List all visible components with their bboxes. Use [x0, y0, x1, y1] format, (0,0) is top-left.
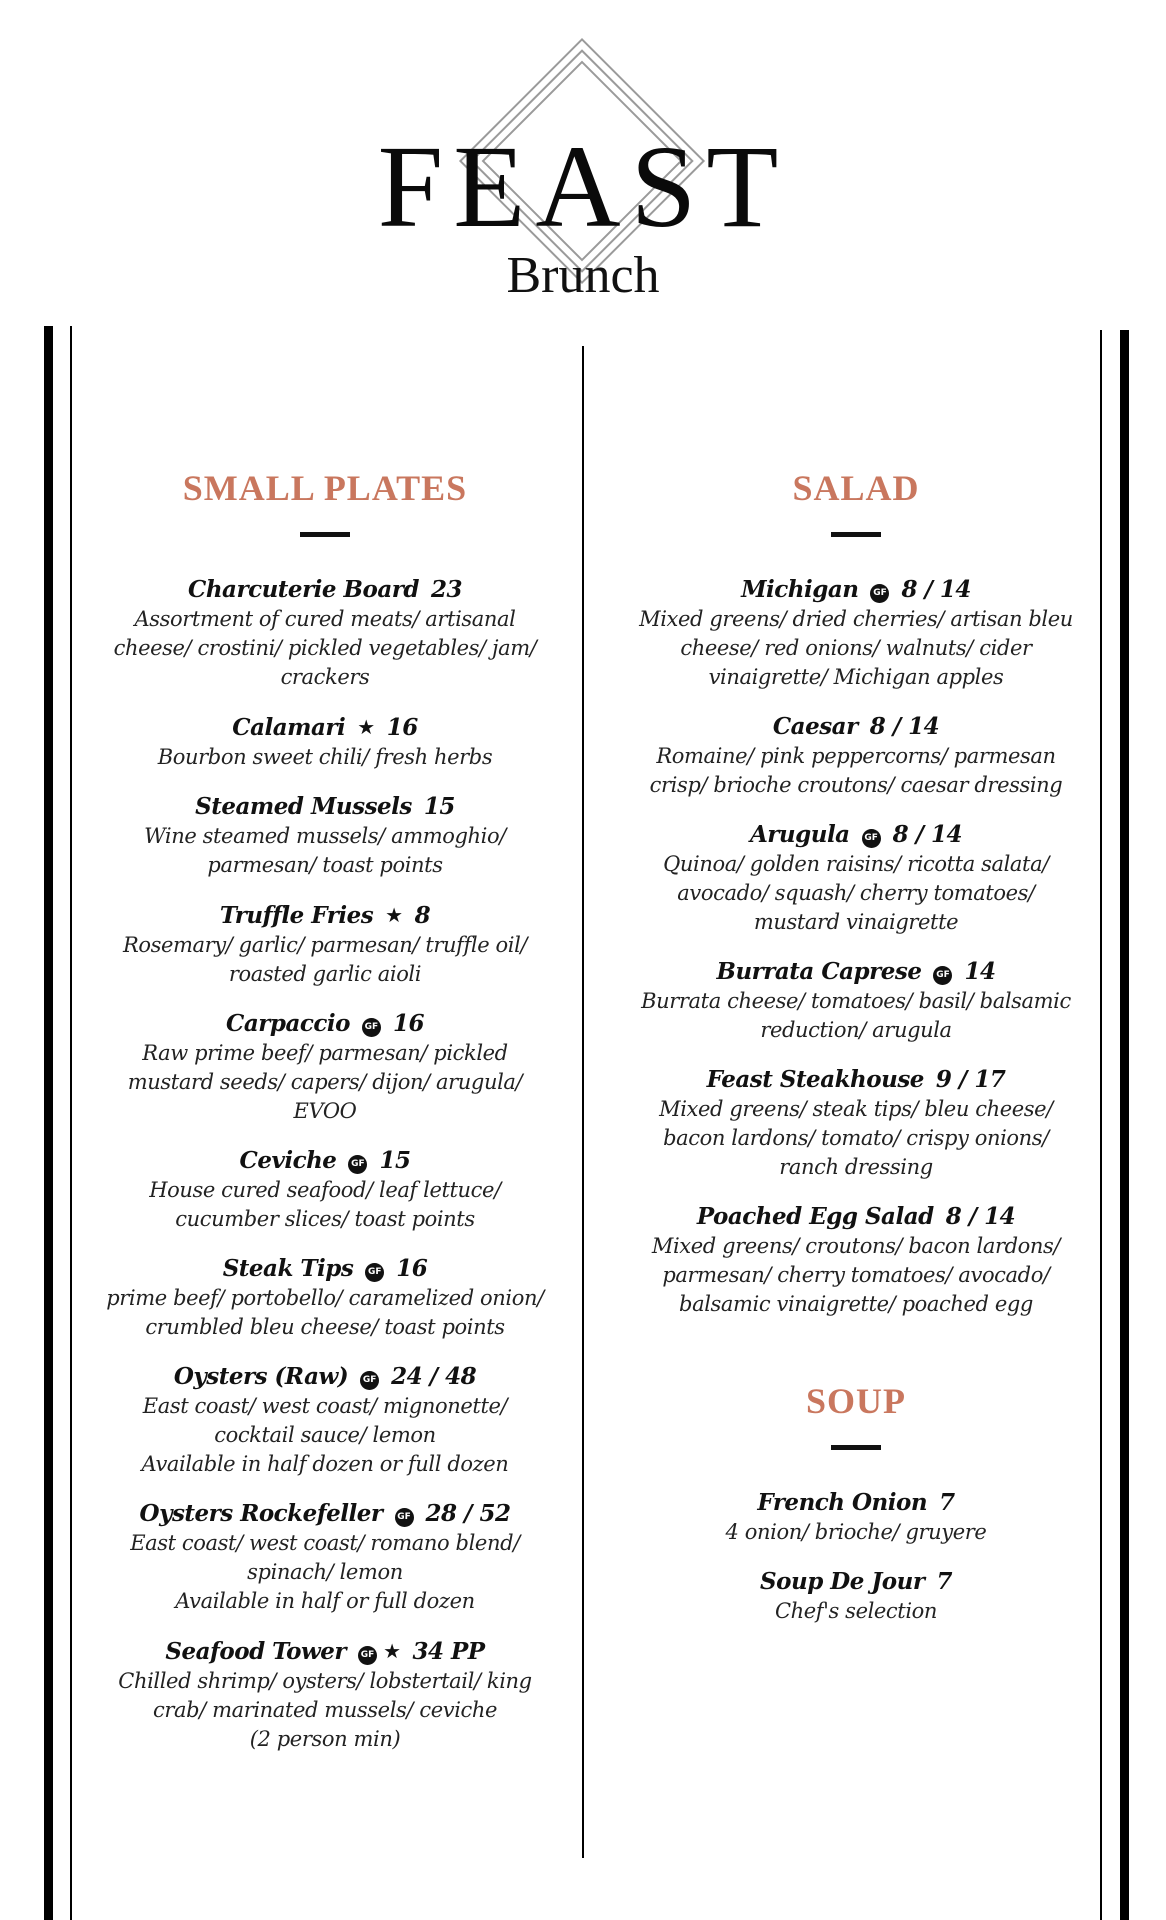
right-border-thick [1120, 330, 1129, 1920]
item-header [104, 900, 546, 931]
item-price: 23 [430, 576, 462, 603]
item-note: Available in half dozen or full dozen [141, 1452, 509, 1476]
item-description: Romaine/ pink peppercorns/ parmesan crisp/ brioche croutons/ caesar dressing [649, 744, 1063, 797]
item-name: Carpaccio [226, 1010, 350, 1037]
gluten-free-icon: GF [395, 1508, 414, 1527]
right-border-thin [1100, 330, 1102, 1920]
menu-item-calamari [104, 712, 546, 772]
gluten-free-icon: GF [358, 1646, 377, 1665]
item-price: 16 [396, 1255, 428, 1282]
item-price: 8 [414, 902, 431, 929]
item-header [104, 1146, 546, 1176]
gluten-free-icon: GF [362, 1018, 381, 1037]
item-price: 16 [386, 714, 418, 741]
item-header [632, 1567, 1080, 1597]
item-description: Raw prime beef/ parmesan/ pickled mustard seeds/ capers/ dijon/ arugula/ EVOO [127, 1041, 523, 1123]
item-description: 4 onion/ brioche/ gruyere [725, 1520, 987, 1544]
menu-item-steak-tips [104, 1254, 546, 1342]
item-header [104, 1254, 546, 1284]
item-name: Seafood Tower [165, 1638, 347, 1665]
item-header [632, 957, 1080, 987]
item-description: Assortment of cured meats/ artisanal cheese/ crostini/ pickled vegetables/ jam/ crackers [113, 607, 537, 689]
item-price: 9 / 17 [935, 1066, 1006, 1093]
menu-item-burrata-caprese [632, 957, 1080, 1045]
item-name: Truffle Fries [219, 902, 374, 929]
item-header [104, 1499, 546, 1529]
item-price: 28 / 52 [425, 1500, 511, 1527]
item-price: 8 / 14 [945, 1203, 1016, 1230]
menu-item-seafood-tower [104, 1636, 546, 1754]
item-name: French Onion [757, 1489, 928, 1516]
item-name: Oysters (Raw) [173, 1363, 349, 1390]
item-note: Available in half or full dozen [175, 1589, 475, 1613]
star-icon: ★ [383, 1639, 401, 1663]
menu-item-ceviche [104, 1146, 546, 1234]
menu-subtitle: Brunch [506, 247, 660, 304]
item-description: Quinoa/ golden raisins/ ricotta salata/ avocado/ squash/ cherry tomatoes/ mustard vinaigrette [663, 852, 1049, 934]
salad-heading: SALAD [792, 468, 920, 508]
item-description: Wine steamed mussels/ ammoghio/ parmesan/ toast points [144, 824, 506, 877]
small-plates-heading: SMALL PLATES [182, 468, 468, 508]
item-description: Chilled shrimp/ oysters/ lobstertail/ king crab/ marinated mussels/ ceviche [118, 1669, 532, 1722]
item-description: House cured seafood/ leaf lettuce/ cucumber slices/ toast points [149, 1178, 501, 1231]
item-price: 16 [392, 1010, 424, 1037]
item-name: Poached Egg Salad [696, 1203, 934, 1230]
item-price: 8 / 14 [869, 713, 940, 740]
restaurant-name: FEAST [377, 121, 789, 252]
item-price: 7 [936, 1568, 952, 1595]
menu-item-charcuterie-board [104, 575, 546, 692]
item-description: prime beef/ portobello/ caramelized onion/ crumbled bleu cheese/ toast points [106, 1286, 544, 1339]
item-description: Chef's selection [774, 1599, 938, 1623]
item-name: Calamari [232, 714, 346, 741]
item-header [104, 575, 546, 605]
item-price: 14 [964, 958, 996, 985]
item-price: 8 / 14 [892, 821, 963, 848]
item-price: 8 / 14 [901, 576, 971, 603]
item-price: 24 / 48 [391, 1363, 477, 1390]
gluten-free-icon: GF [933, 966, 952, 985]
item-price: 34 PP [412, 1638, 485, 1665]
soup-heading: SOUP [805, 1381, 906, 1421]
small-plates-column [104, 468, 546, 1774]
left-border-thin [70, 326, 72, 1920]
item-name: Oysters Rockefeller [139, 1500, 383, 1527]
gluten-free-icon: GF [862, 829, 881, 848]
item-description: Mixed greens/ dried cherries/ artisan bleu cheese/ red onions/ walnuts/ cider vinaigrette/ Michigan apples [639, 607, 1073, 689]
item-description: Burrata cheese/ tomatoes/ basil/ balsamic reduction/ arugula [641, 989, 1071, 1042]
menu-item-caesar [632, 712, 1080, 800]
item-description: Rosemary/ garlic/ parmesan/ truffle oil/ roasted garlic aioli [122, 933, 528, 986]
gluten-free-icon: GF [360, 1371, 379, 1390]
gluten-free-icon: GF [348, 1155, 367, 1174]
item-name: Feast Steakhouse [706, 1066, 924, 1093]
menu-item-oysters-raw [104, 1362, 546, 1479]
menu-item-arugula [632, 820, 1080, 937]
item-header [632, 1202, 1080, 1232]
item-description: East coast/ west coast/ mignonette/ cocktail sauce/ lemon [142, 1394, 508, 1447]
gluten-free-icon: GF [365, 1263, 384, 1282]
item-header [632, 712, 1080, 742]
item-name: Steak Tips [222, 1255, 354, 1282]
menu-item-oysters-rockefeller [104, 1499, 546, 1616]
gluten-free-icon: GF [870, 584, 889, 603]
section-underline [831, 532, 881, 537]
item-header [104, 1362, 546, 1392]
item-name: Charcuterie Board [188, 576, 419, 603]
item-header [632, 1065, 1080, 1095]
item-name: Steamed Mussels [195, 793, 412, 820]
menu-item-french-onion [632, 1488, 1080, 1547]
item-name: Burrata Caprese [716, 958, 922, 985]
item-header [104, 1636, 546, 1667]
menu-item-carpaccio [104, 1009, 546, 1126]
item-note: (2 person min) [249, 1727, 401, 1751]
menu-item-feast-steakhouse [632, 1065, 1080, 1182]
menu-item-truffle-fries [104, 900, 546, 989]
item-header [104, 792, 546, 822]
section-underline [300, 532, 350, 537]
item-description: Bourbon sweet chili/ fresh herbs [157, 745, 493, 769]
soup-section [632, 1381, 1080, 1626]
column-divider [582, 346, 584, 1858]
item-header [632, 575, 1080, 605]
item-header [104, 712, 546, 743]
menu-item-michigan [632, 575, 1080, 692]
item-price: 7 [939, 1489, 955, 1516]
item-price: 15 [379, 1147, 411, 1174]
item-name: Caesar [772, 713, 858, 740]
item-header [632, 820, 1080, 850]
item-header [104, 1009, 546, 1039]
star-icon: ★ [385, 903, 403, 927]
item-description: Mixed greens/ steak tips/ bleu cheese/ bacon lardons/ tomato/ crispy onions/ ranch dressing [659, 1097, 1053, 1179]
section-underline [831, 1445, 881, 1450]
menu-item-soup-de-jour [632, 1567, 1080, 1626]
star-icon: ★ [357, 715, 375, 739]
item-header [632, 1488, 1080, 1518]
item-name: Michigan [741, 576, 859, 603]
menu-item-steamed-mussels [104, 792, 546, 880]
left-border-thick [44, 326, 53, 1920]
item-price: 15 [423, 793, 455, 820]
salad-soup-column [632, 468, 1080, 1646]
item-name: Arugula [749, 821, 850, 848]
item-name: Ceviche [239, 1147, 337, 1174]
logo [0, 0, 1166, 330]
item-description: East coast/ west coast/ romano blend/ spinach/ lemon [130, 1531, 520, 1584]
item-description: Mixed greens/ croutons/ bacon lardons/ parmesan/ cherry tomatoes/ avocado/ balsamic vinaigrette/ poached egg [651, 1234, 1061, 1316]
menu-item-poached-egg-salad [632, 1202, 1080, 1319]
item-name: Soup De Jour [760, 1568, 925, 1595]
